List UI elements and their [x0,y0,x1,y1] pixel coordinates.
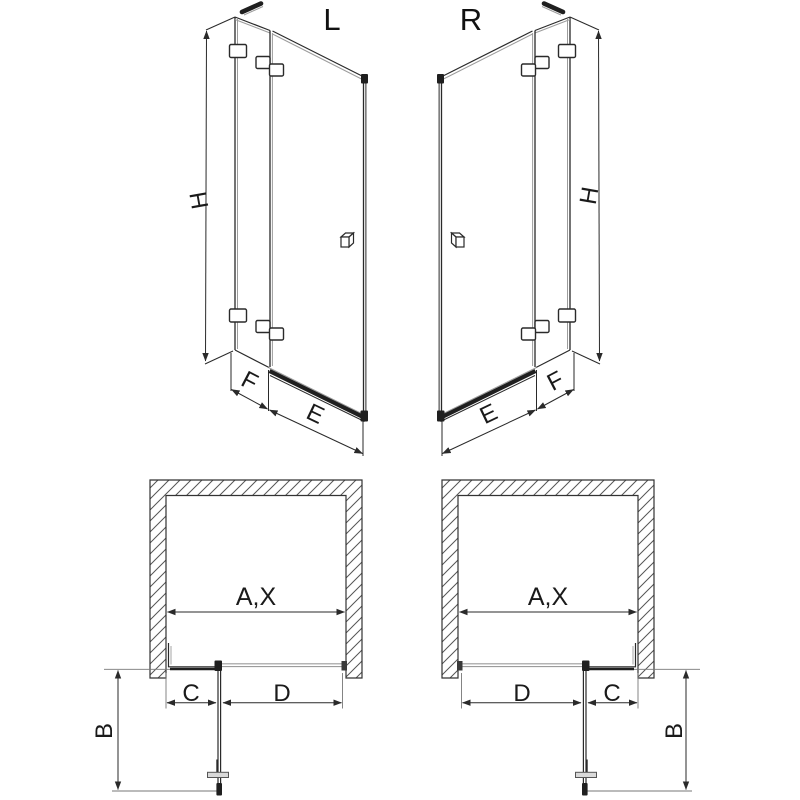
dim-label-door-plan-right: D [513,680,531,707]
dim-label-door-width-right: E [475,398,502,430]
label-variant-right: R [459,2,483,37]
view-3d-right [437,4,600,457]
dim-label-swing-right: B [661,722,688,740]
view-plan-right-walls [442,480,654,678]
view-plan-right-door [457,612,700,796]
dim-label-height-left: H [184,189,215,212]
dim-label-opening-right: A,X [527,583,569,611]
label-variant-left: L [323,2,341,37]
view-3d-left [205,4,368,457]
dim-label-swing-left: B [91,722,118,740]
dim-label-fixed-plan-left: C [182,680,200,707]
dim-label-fixed-width-right: F [542,365,569,397]
dim-label-height-right: H [574,184,605,207]
dim-label-fixed-width-left: F [236,365,263,397]
dim-label-door-plan-left: D [273,680,291,707]
view-plan-left-walls [150,480,362,678]
dim-label-fixed-plan-right: C [603,680,621,707]
dim-label-opening-left: A,X [235,583,277,611]
dim-label-door-width-left: E [302,398,329,430]
view-plan-left-door [104,612,347,796]
